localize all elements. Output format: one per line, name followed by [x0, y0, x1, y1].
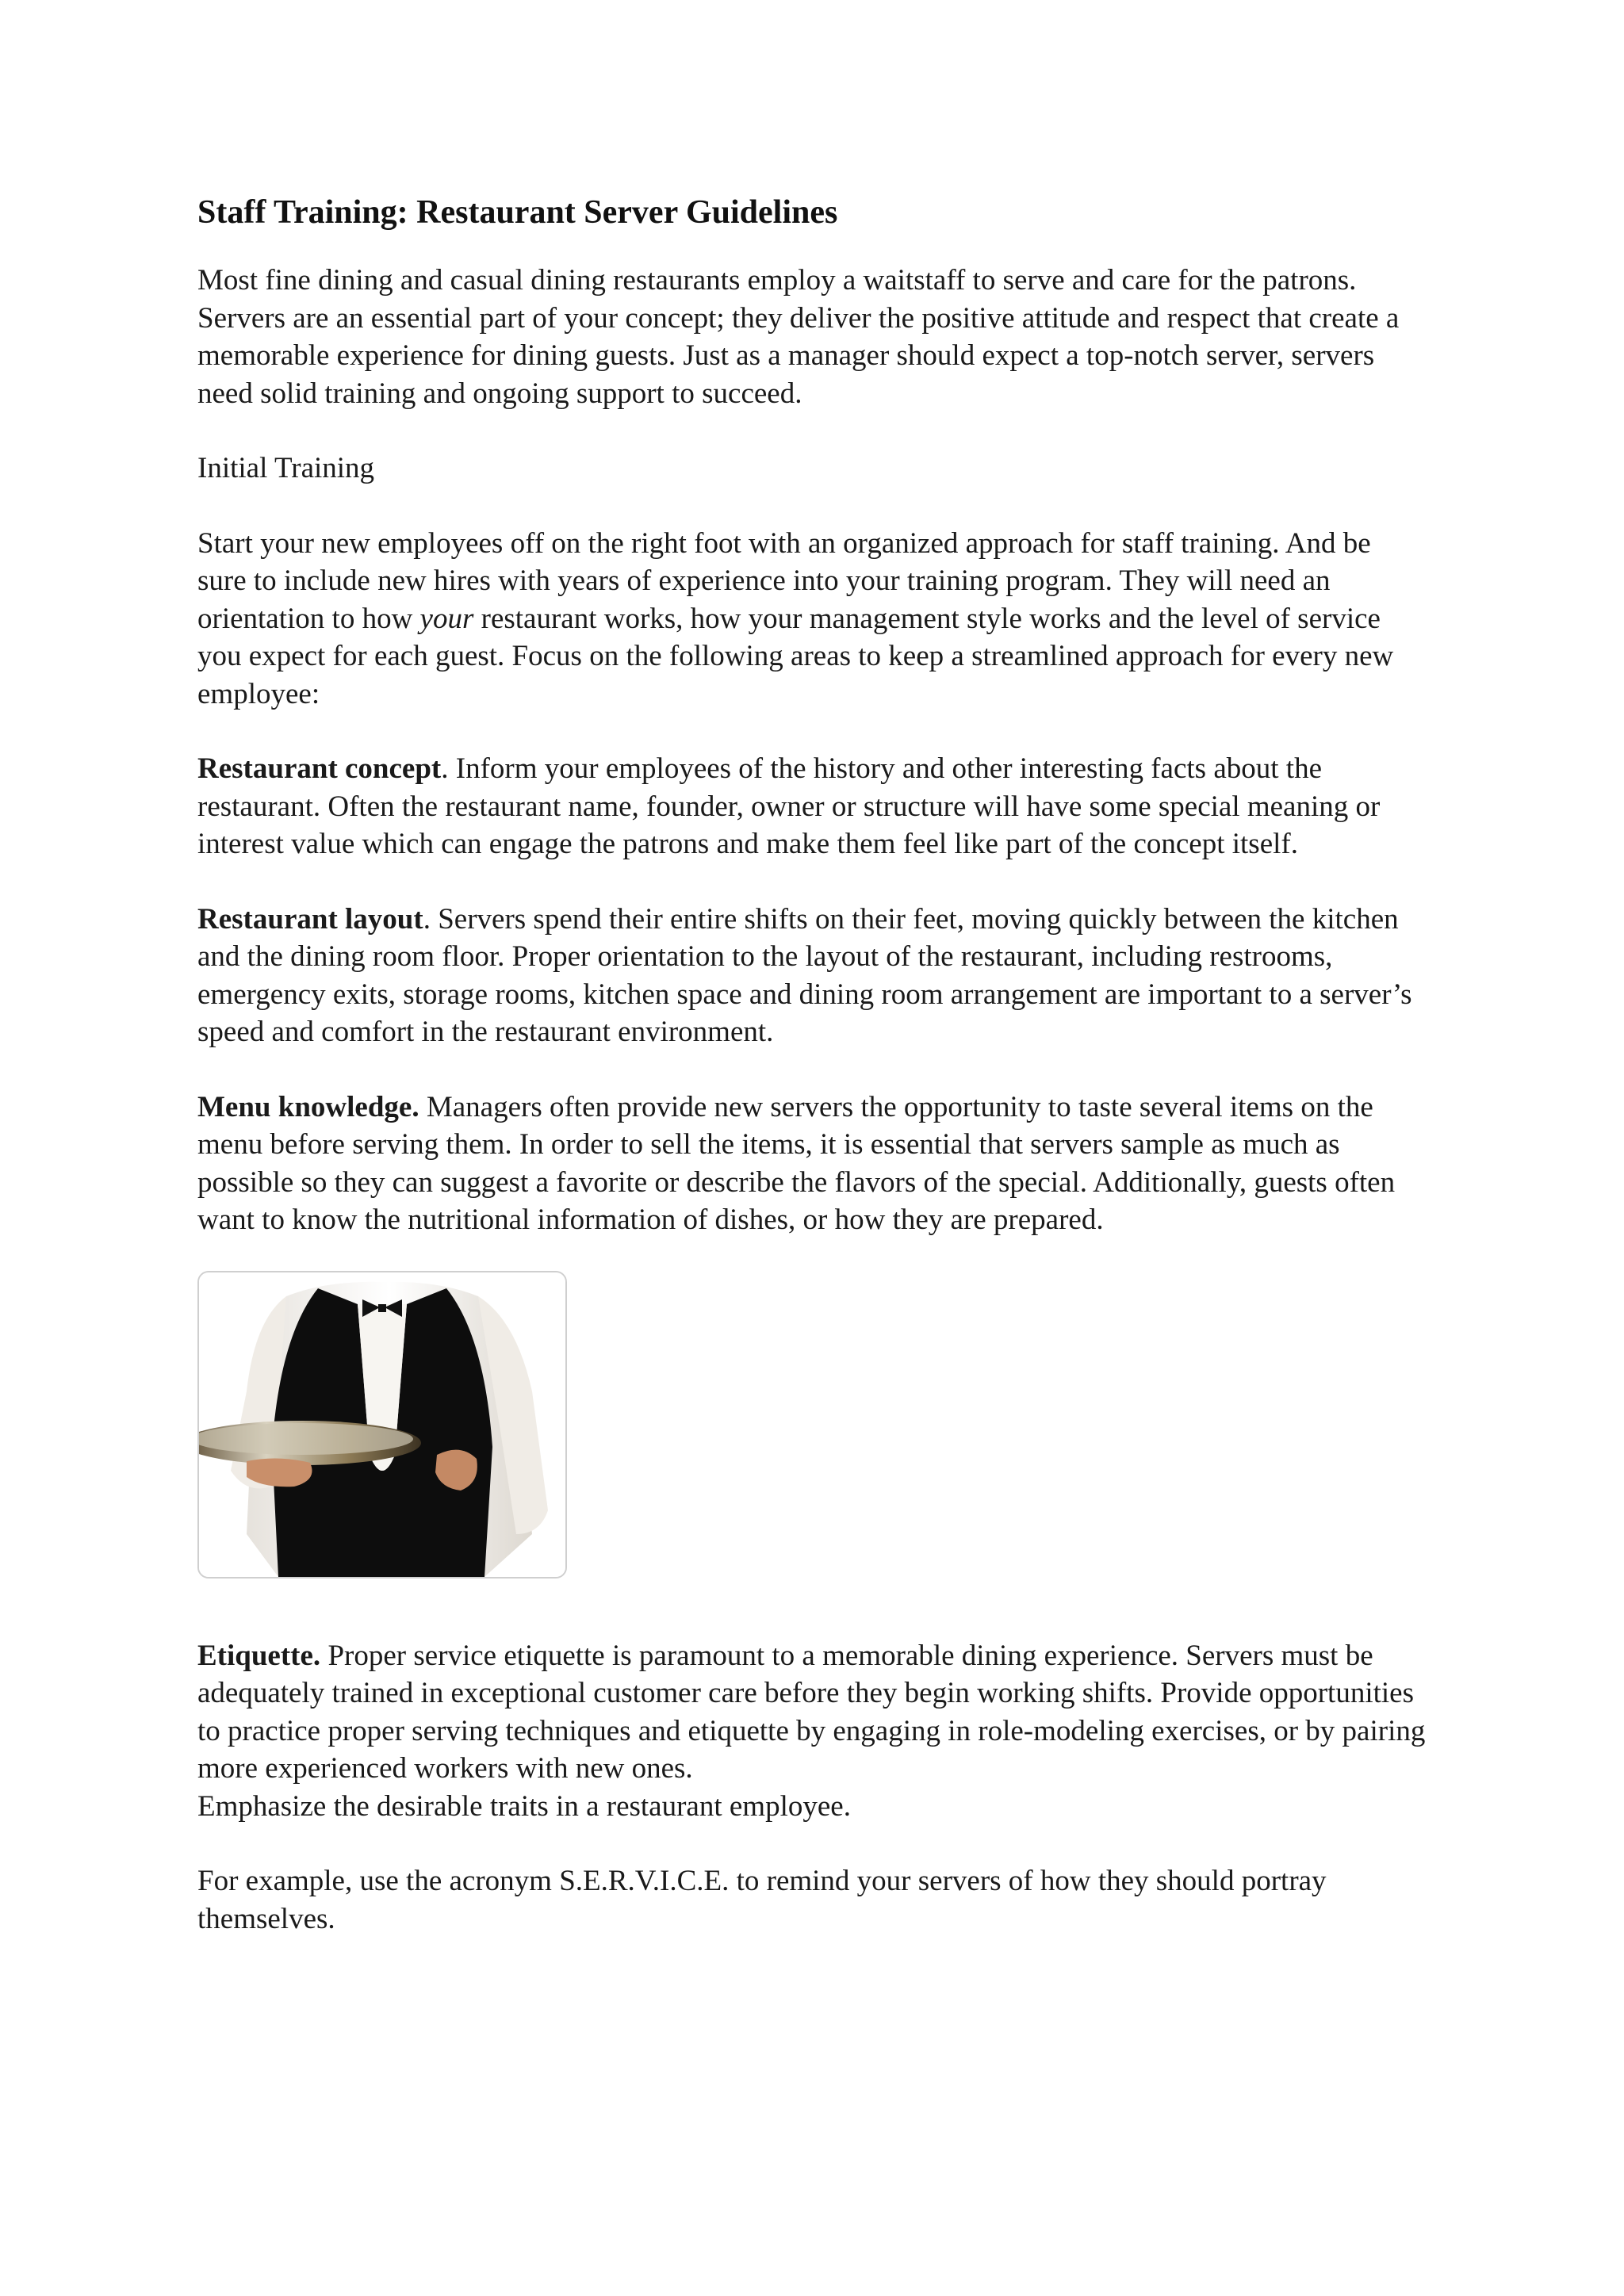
paragraph-lead-heading: Menu knowledge.	[197, 1090, 419, 1123]
paragraph-lead-heading: Restaurant layout	[197, 902, 423, 936]
etiquette-paragraph	[197, 1637, 1427, 1788]
italic-emphasis: your	[419, 602, 474, 635]
paragraph-text-part: Start your new employees off on the right foot with an organized approach for staff training. And be sure to include new hires with years of experience into your training program. They will need an orientation to how	[197, 526, 1371, 635]
paragraph-lead-heading: Etiquette.	[197, 1639, 321, 1672]
waiter-illustration	[199, 1272, 565, 1577]
page-title: Staff Training: Restaurant Server Guidelines	[197, 194, 838, 231]
restaurant-layout-paragraph	[197, 901, 1427, 1051]
menu-knowledge-paragraph	[197, 1089, 1427, 1239]
restaurant-concept-paragraph	[197, 750, 1427, 863]
document-body	[197, 190, 1427, 1938]
paragraph-lead-heading: Restaurant concept	[197, 752, 442, 785]
paragraph-text-part: restaurant works, how your management style works and the level of service you expect for each guest. Focus on the following areas to keep a streamlined approach for every new employee:	[197, 602, 1394, 710]
paragraph-text: Managers often provide new servers the opportunity to taste several items on the menu before serving them. In order to sell the items, it is essential that servers sample as much as possible so they can suggest a favorite or describe the flavors of the special. Additionally, guests often want to know the nutritional information of dishes, or how they are prepared.	[197, 1090, 1396, 1236]
intro-paragraph: Most fine dining and casual dining restaurants employ a waitstaff to serve and care for the patrons. Servers are an essential part of your concept; they deliver the positive attitude and respect that create a memorable experience for dining guests. Just as a manager should expect a top-notch server, servers need solid training and ongoing support to succeed.	[197, 264, 1400, 410]
paragraph-text: . Inform your employees of the history and other interesting facts about the restaurant. Often the restaurant name, founder, owner or structure will have some special meaning or interest value which can engage the patrons and make them feel like part of the concept itself.	[197, 752, 1381, 860]
emphasize-line: Emphasize the desirable traits in a restaurant employee.	[197, 1789, 851, 1823]
initial-training-paragraph	[197, 525, 1427, 714]
closing-paragraph: For example, use the acronym S.E.R.V.I.C.E. to remind your servers of how they should portray themselves.	[197, 1865, 1327, 1935]
section-subheading: Initial Training	[197, 452, 375, 484]
paragraph-text: Proper service etiquette is paramount to a memorable dining experience. Servers must be adequately trained in exceptional customer care before they begin working shifts. Provide opportunities to practice proper serving techniques and etiquette by engaging in role-modeling exercises, or by pairing more experienced workers with new ones.	[197, 1639, 1426, 1785]
paragraph-text: . Servers spend their entire shifts on their feet, moving quickly between the kitchen and the dining room floor. Proper orientation to the layout of the restaurant, including restrooms, emergency exits, storage rooms, kitchen space and dining room arrangement are important to a server’s speed and comfort in the restaurant environment.	[197, 902, 1412, 1048]
waiter-with-tray-photo	[197, 1271, 567, 1578]
